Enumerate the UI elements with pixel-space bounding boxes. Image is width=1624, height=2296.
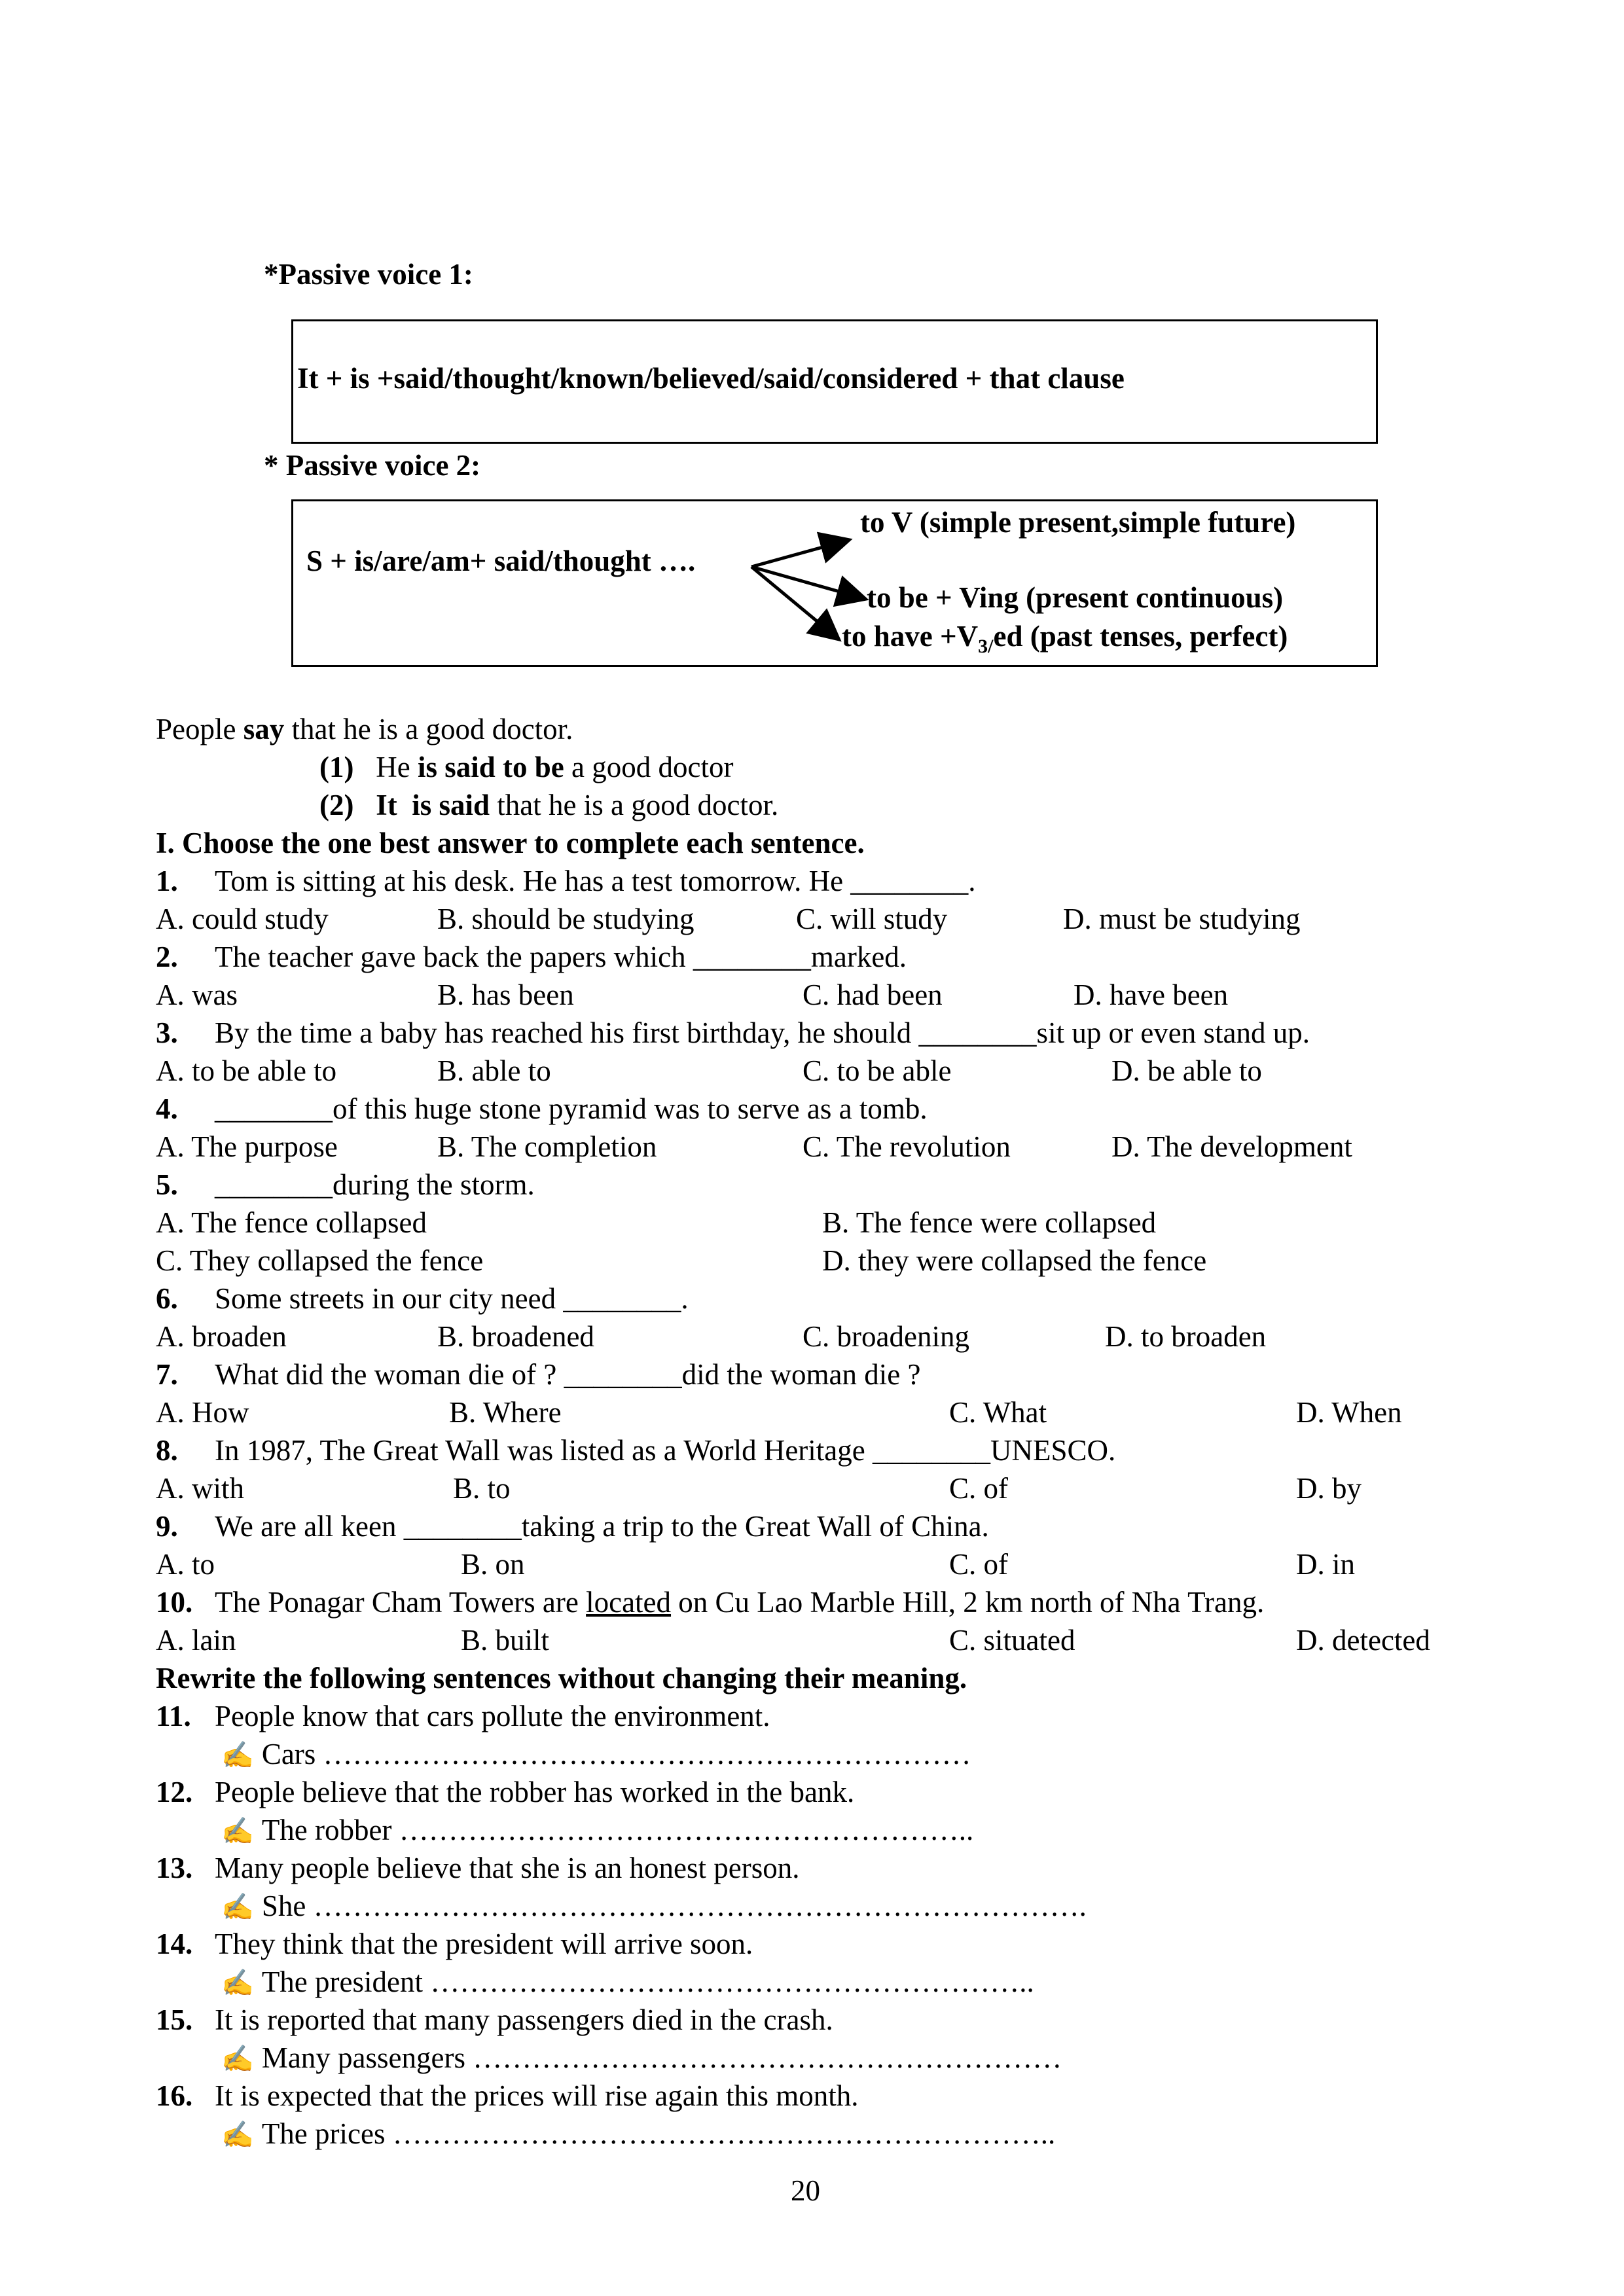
- rewrite-15: 15. It is reported that many passengers died in the crash.: [156, 2003, 833, 2036]
- passive1-title: *Passive voice 1:: [264, 258, 473, 291]
- option-a: A. could study: [156, 903, 329, 935]
- question-5: 5. ________during the storm.: [156, 1168, 535, 1201]
- option-c: C. What: [949, 1396, 1047, 1429]
- question-5-options-row2: [156, 1242, 1491, 1280]
- option-d: D. to broaden: [1105, 1320, 1267, 1353]
- question-7-options: [156, 1393, 1491, 1431]
- pencil-icon: ✍: [221, 2120, 254, 2149]
- passive2-box: [291, 499, 1378, 667]
- passive2-subject: S + is/are/am+ said/thought ….: [306, 545, 696, 577]
- question-9-options: [156, 1545, 1491, 1583]
- option-c: C. of: [949, 1472, 1008, 1505]
- question-3: 3. By the time a baby has reached his first birthday, he should ________sit up or even stand up.: [156, 1016, 1310, 1049]
- example-2: (2) It is said that he is a good doctor.: [319, 789, 779, 821]
- rewrite-12: 12. People believe that the robber has worked in the bank.: [156, 1776, 855, 1808]
- option-d: D. have been: [1074, 978, 1229, 1011]
- question-8: 8. In 1987, The Great Wall was listed as a World Heritage ________UNESCO.: [156, 1434, 1116, 1467]
- option-d: D. be able to: [1111, 1054, 1262, 1087]
- option-c: C. of: [949, 1548, 1008, 1581]
- arrow-to-branch-1: [751, 541, 846, 567]
- option-b: B. The fence were collapsed: [822, 1206, 1157, 1239]
- option-d: D. in: [1296, 1548, 1355, 1581]
- option-a: A. The purpose: [156, 1130, 338, 1163]
- question-7: 7. What did the woman die of ? ________did the woman die ?: [156, 1358, 921, 1391]
- option-d: D. must be studying: [1063, 903, 1301, 935]
- passive2-branch-3: to have $+V_{3/}ed$ (past tenses, perfect): [842, 620, 1288, 657]
- section2-title: Rewrite the following sentences without changing their meaning.: [156, 1662, 967, 1695]
- question-8-options: [156, 1469, 1491, 1507]
- option-c: C. broadening: [803, 1320, 969, 1353]
- pencil-icon: ✍: [221, 1740, 254, 1770]
- option-a: A. The fence collapsed: [156, 1206, 427, 1239]
- rewrite-14-answer: ✍ The president ……………………………………………………..: [156, 1963, 1491, 2001]
- question-4-options: [156, 1128, 1491, 1166]
- rewrite-13: 13. Many people believe that she is an honest person.: [156, 1852, 800, 1884]
- option-c: C. The revolution: [803, 1130, 1011, 1163]
- section1-title: I. Choose the one best answer to complete each sentence.: [156, 827, 865, 859]
- option-b: B. broadened: [437, 1320, 594, 1353]
- option-d: D. detected: [1296, 1624, 1430, 1657]
- question-6-options: [156, 1318, 1491, 1355]
- option-c: C. situated: [949, 1624, 1075, 1657]
- rewrite-13-answer: ✍ She …………………………………………………………………….: [156, 1887, 1491, 1925]
- rewrite-16: 16. It is expected that the prices will rise again this month.: [156, 2079, 859, 2112]
- question-10: 10. The Ponagar Cham Towers are located on Cu Lao Marble Hill, 2 km north of Nha Trang.: [156, 1586, 1265, 1619]
- passive2-branch-1: to V (simple present,simple future): [860, 506, 1296, 539]
- option-b: B. on: [461, 1548, 525, 1581]
- pencil-icon: ✍: [221, 2044, 254, 2073]
- option-c: C. had been: [803, 978, 943, 1011]
- question-1: 1. Tom is sitting at his desk. He has a test tomorrow. He ________.: [156, 865, 976, 897]
- pencil-icon: ✍: [221, 1892, 254, 1922]
- option-d: D. When: [1296, 1396, 1402, 1429]
- passive2-title: * Passive voice 2:: [264, 449, 481, 482]
- question-5-options-row1: [156, 1204, 1491, 1242]
- option-d: D. The development: [1111, 1130, 1352, 1163]
- passive2-arrows: [293, 501, 1380, 669]
- option-c: C. They collapsed the fence: [156, 1244, 484, 1277]
- option-b: B. built: [461, 1624, 550, 1657]
- question-1-options: [156, 900, 1491, 938]
- pencil-icon: ✍: [221, 1816, 254, 1846]
- option-a: A. How: [156, 1396, 249, 1429]
- option-a: A. with: [156, 1472, 244, 1505]
- rewrite-15-answer: ✍ Many passengers ……………………………………………………: [156, 2039, 1491, 2077]
- passive2-branch-2: to be + Ving (present continuous): [867, 581, 1284, 614]
- question-3-options: [156, 1052, 1491, 1090]
- option-d: D. by: [1296, 1472, 1362, 1505]
- option-a: A. to be able to: [156, 1054, 337, 1087]
- rewrite-16-answer: ✍ The prices …………………………………………………………..: [156, 2115, 1491, 2153]
- example-sentence: People say that he is a good doctor.: [156, 713, 573, 745]
- question-2: 2. The teacher gave back the papers which ________marked.: [156, 941, 907, 973]
- option-a: A. lain: [156, 1624, 236, 1657]
- option-b: B. to: [453, 1472, 511, 1505]
- passive1-formula: It + is +said/thought/known/believed/said/considered + that clause: [297, 362, 1125, 395]
- example-1: (1) He is said to be a good doctor: [319, 751, 734, 783]
- passive1-box: [291, 319, 1378, 444]
- option-a: A. broaden: [156, 1320, 287, 1353]
- option-a: A. to: [156, 1548, 215, 1581]
- question-4: 4. ________of this huge stone pyramid was to serve as a tomb.: [156, 1092, 928, 1125]
- rewrite-14: 14. They think that the president will arrive soon.: [156, 1928, 753, 1960]
- page-number: 20: [791, 2174, 820, 2207]
- option-c: C. will study: [796, 903, 948, 935]
- option-d: D. they were collapsed the fence: [822, 1244, 1207, 1277]
- question-6: 6. Some streets in our city need ________.: [156, 1282, 689, 1315]
- rewrite-12-answer: ✍ The robber …………………………………………………..: [156, 1811, 1491, 1849]
- option-b: B. has been: [437, 978, 574, 1011]
- rewrite-11: 11. People know that cars pollute the environment.: [156, 1700, 770, 1732]
- question-9: 9. We are all keen ________taking a trip to the Great Wall of China.: [156, 1510, 989, 1543]
- option-b: B. The completion: [437, 1130, 657, 1163]
- question-10-options: [156, 1621, 1491, 1659]
- option-a: A. was: [156, 978, 238, 1011]
- option-c: C. to be able: [803, 1054, 952, 1087]
- option-b: B. Where: [449, 1396, 562, 1429]
- pencil-icon: ✍: [221, 1968, 254, 1998]
- option-b: B. should be studying: [437, 903, 695, 935]
- question-2-options: [156, 976, 1491, 1014]
- option-b: B. able to: [437, 1054, 551, 1087]
- rewrite-11-answer: ✍ Cars …………………………………………………………: [156, 1735, 1491, 1773]
